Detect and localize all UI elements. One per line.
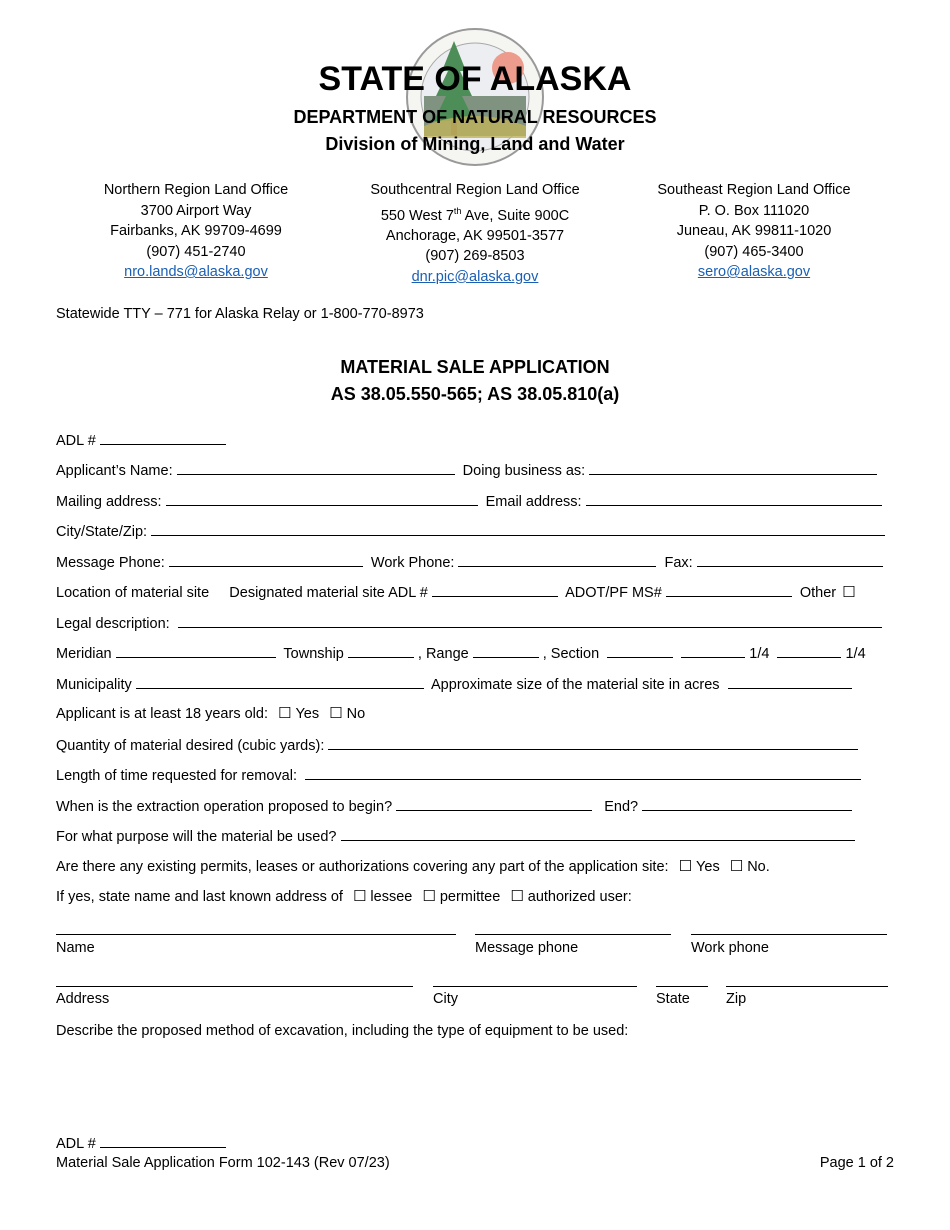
municipality-input[interactable] bbox=[136, 674, 424, 689]
message-phone-line[interactable] bbox=[475, 934, 671, 935]
permittee-checkbox[interactable]: ☐ bbox=[422, 888, 436, 905]
other-checkbox[interactable]: ☐ bbox=[842, 584, 856, 601]
email-input[interactable] bbox=[586, 491, 882, 506]
tty-line: Statewide TTY – 771 for Alaska Relay or 1-800-770-8973 bbox=[56, 306, 424, 322]
quarter-input-1[interactable] bbox=[681, 643, 745, 658]
age-row: Applicant is at least 18 years old: ☐ Yes ☐ No bbox=[56, 705, 366, 722]
state-line[interactable] bbox=[656, 986, 708, 987]
existing-yes-checkbox[interactable]: ☐ bbox=[678, 858, 693, 875]
doing-business-input[interactable] bbox=[589, 460, 877, 475]
begin-input[interactable] bbox=[396, 796, 592, 811]
office-southeast bbox=[624, 180, 884, 283]
state-title: STATE OF ALASKA bbox=[318, 60, 632, 98]
office-name: Southeast Region Land Office bbox=[657, 182, 851, 198]
adot-ms-input[interactable] bbox=[666, 582, 792, 597]
address-line[interactable] bbox=[56, 986, 413, 987]
zip-line[interactable] bbox=[726, 986, 888, 987]
if-yes-row: If yes, state name and last known address of ☐ lessee ☐ permittee ☐ authorized user: bbox=[56, 888, 632, 905]
work-phone-input[interactable] bbox=[458, 552, 656, 567]
office-address: 550 West 7th Ave, Suite 900C bbox=[380, 205, 570, 224]
office-email-link[interactable]: dnr.pic@alaska.gov bbox=[411, 268, 539, 285]
city-state-zip-input[interactable] bbox=[151, 521, 885, 536]
work-phone-label: Work phone bbox=[691, 940, 769, 956]
authorized-user-checkbox[interactable]: ☐ bbox=[510, 888, 524, 905]
address-label: Address bbox=[56, 991, 110, 1007]
name-line[interactable] bbox=[56, 934, 456, 935]
footer-form-name: Material Sale Application Form 102-143 (Rev 07/23) bbox=[56, 1155, 390, 1171]
city-line[interactable] bbox=[433, 986, 637, 987]
department-title: DEPARTMENT OF NATURAL RESOURCES bbox=[293, 107, 657, 127]
office-name: Northern Region Land Office bbox=[103, 182, 289, 198]
location-row: Location of material site Designated material site ADL # ADOT/PF MS# Other ☐ bbox=[56, 584, 856, 601]
meridian-row: Meridian Township , Range , Section 1/4 1/4 bbox=[56, 643, 866, 663]
township-input[interactable] bbox=[348, 643, 414, 658]
range-input[interactable] bbox=[473, 643, 539, 658]
acres-input[interactable] bbox=[728, 674, 852, 689]
footer-adl: ADL # bbox=[56, 1133, 230, 1153]
phone-row: Message Phone: Work Phone: Fax: bbox=[56, 552, 887, 572]
footer-adl-input[interactable] bbox=[100, 1133, 226, 1148]
age-yes-checkbox[interactable]: ☐ bbox=[278, 705, 292, 722]
municipality-row: Municipality Approximate size of the material site in acres bbox=[56, 674, 856, 694]
end-input[interactable] bbox=[642, 796, 852, 811]
name-label: Name bbox=[56, 940, 95, 956]
mailing-row: Mailing address: Email address: bbox=[56, 491, 886, 511]
mailing-address-input[interactable] bbox=[166, 491, 478, 506]
length-row: Length of time requested for removal: bbox=[56, 765, 865, 785]
form-title: MATERIAL SALE APPLICATION bbox=[340, 357, 610, 377]
form-statute: AS 38.05.550-565; AS 38.05.810(a) bbox=[330, 384, 620, 404]
adl-input[interactable] bbox=[100, 430, 226, 445]
length-input[interactable] bbox=[305, 765, 861, 780]
section-input[interactable] bbox=[607, 643, 673, 658]
lessee-checkbox[interactable]: ☐ bbox=[352, 888, 367, 905]
purpose-input[interactable] bbox=[341, 826, 855, 841]
footer-page-number: Page 1 of 2 bbox=[819, 1155, 894, 1171]
office-phone: (907) 465-3400 bbox=[704, 243, 804, 260]
office-email-link[interactable]: nro.lands@alaska.gov bbox=[124, 264, 268, 280]
purpose-row: For what purpose will the material be used? bbox=[56, 826, 859, 846]
quantity-row: Quantity of material desired (cubic yards): bbox=[56, 735, 862, 755]
state-label: State bbox=[656, 991, 690, 1007]
office-name: Southcentral Region Land Office bbox=[370, 182, 580, 198]
division-title: Division of Mining, Land and Water bbox=[325, 134, 625, 154]
zip-label: Zip bbox=[726, 991, 747, 1007]
meridian-input[interactable] bbox=[116, 643, 276, 658]
office-city: Juneau, AK 99811-1020 bbox=[676, 223, 832, 239]
office-city: Anchorage, AK 99501-3577 bbox=[385, 227, 565, 244]
begin-row: When is the extraction operation proposed to begin? End? bbox=[56, 796, 856, 816]
existing-row: Are there any existing permits, leases or authorizations covering any part of the application site: ☐ Yes ☐ No. bbox=[56, 858, 770, 875]
office-southcentral bbox=[345, 180, 605, 287]
legal-row: Legal description: bbox=[56, 613, 886, 633]
office-northern bbox=[66, 180, 326, 283]
quarter-input-2[interactable] bbox=[777, 643, 841, 658]
work-phone-line[interactable] bbox=[691, 934, 887, 935]
message-phone-label: Message phone bbox=[475, 940, 579, 956]
fax-input[interactable] bbox=[697, 552, 883, 567]
office-address: P. O. Box 111020 bbox=[698, 202, 810, 219]
applicant-row: Applicant’s Name: Doing business as: bbox=[56, 460, 881, 480]
office-city: Fairbanks, AK 99709-4699 bbox=[110, 223, 282, 239]
city-label: City bbox=[433, 991, 458, 1007]
office-phone: (907) 451-2740 bbox=[146, 243, 246, 260]
existing-no-checkbox[interactable]: ☐ bbox=[729, 858, 744, 875]
office-phone: (907) 269-8503 bbox=[425, 248, 525, 265]
designated-adl-input[interactable] bbox=[432, 582, 558, 597]
quantity-input[interactable] bbox=[328, 735, 858, 750]
message-phone-input[interactable] bbox=[169, 552, 363, 567]
city-row: City/State/Zip: bbox=[56, 521, 889, 541]
applicant-name-input[interactable] bbox=[177, 460, 455, 475]
describe-prompt: Describe the proposed method of excavation, including the type of equipment to be used: bbox=[56, 1023, 629, 1039]
age-no-checkbox[interactable]: ☐ bbox=[329, 705, 343, 722]
adl-row: ADL # bbox=[56, 430, 230, 450]
office-address: 3700 Airport Way bbox=[140, 202, 252, 219]
office-email-link[interactable]: sero@alaska.gov bbox=[697, 264, 811, 280]
legal-description-input[interactable] bbox=[178, 613, 882, 628]
